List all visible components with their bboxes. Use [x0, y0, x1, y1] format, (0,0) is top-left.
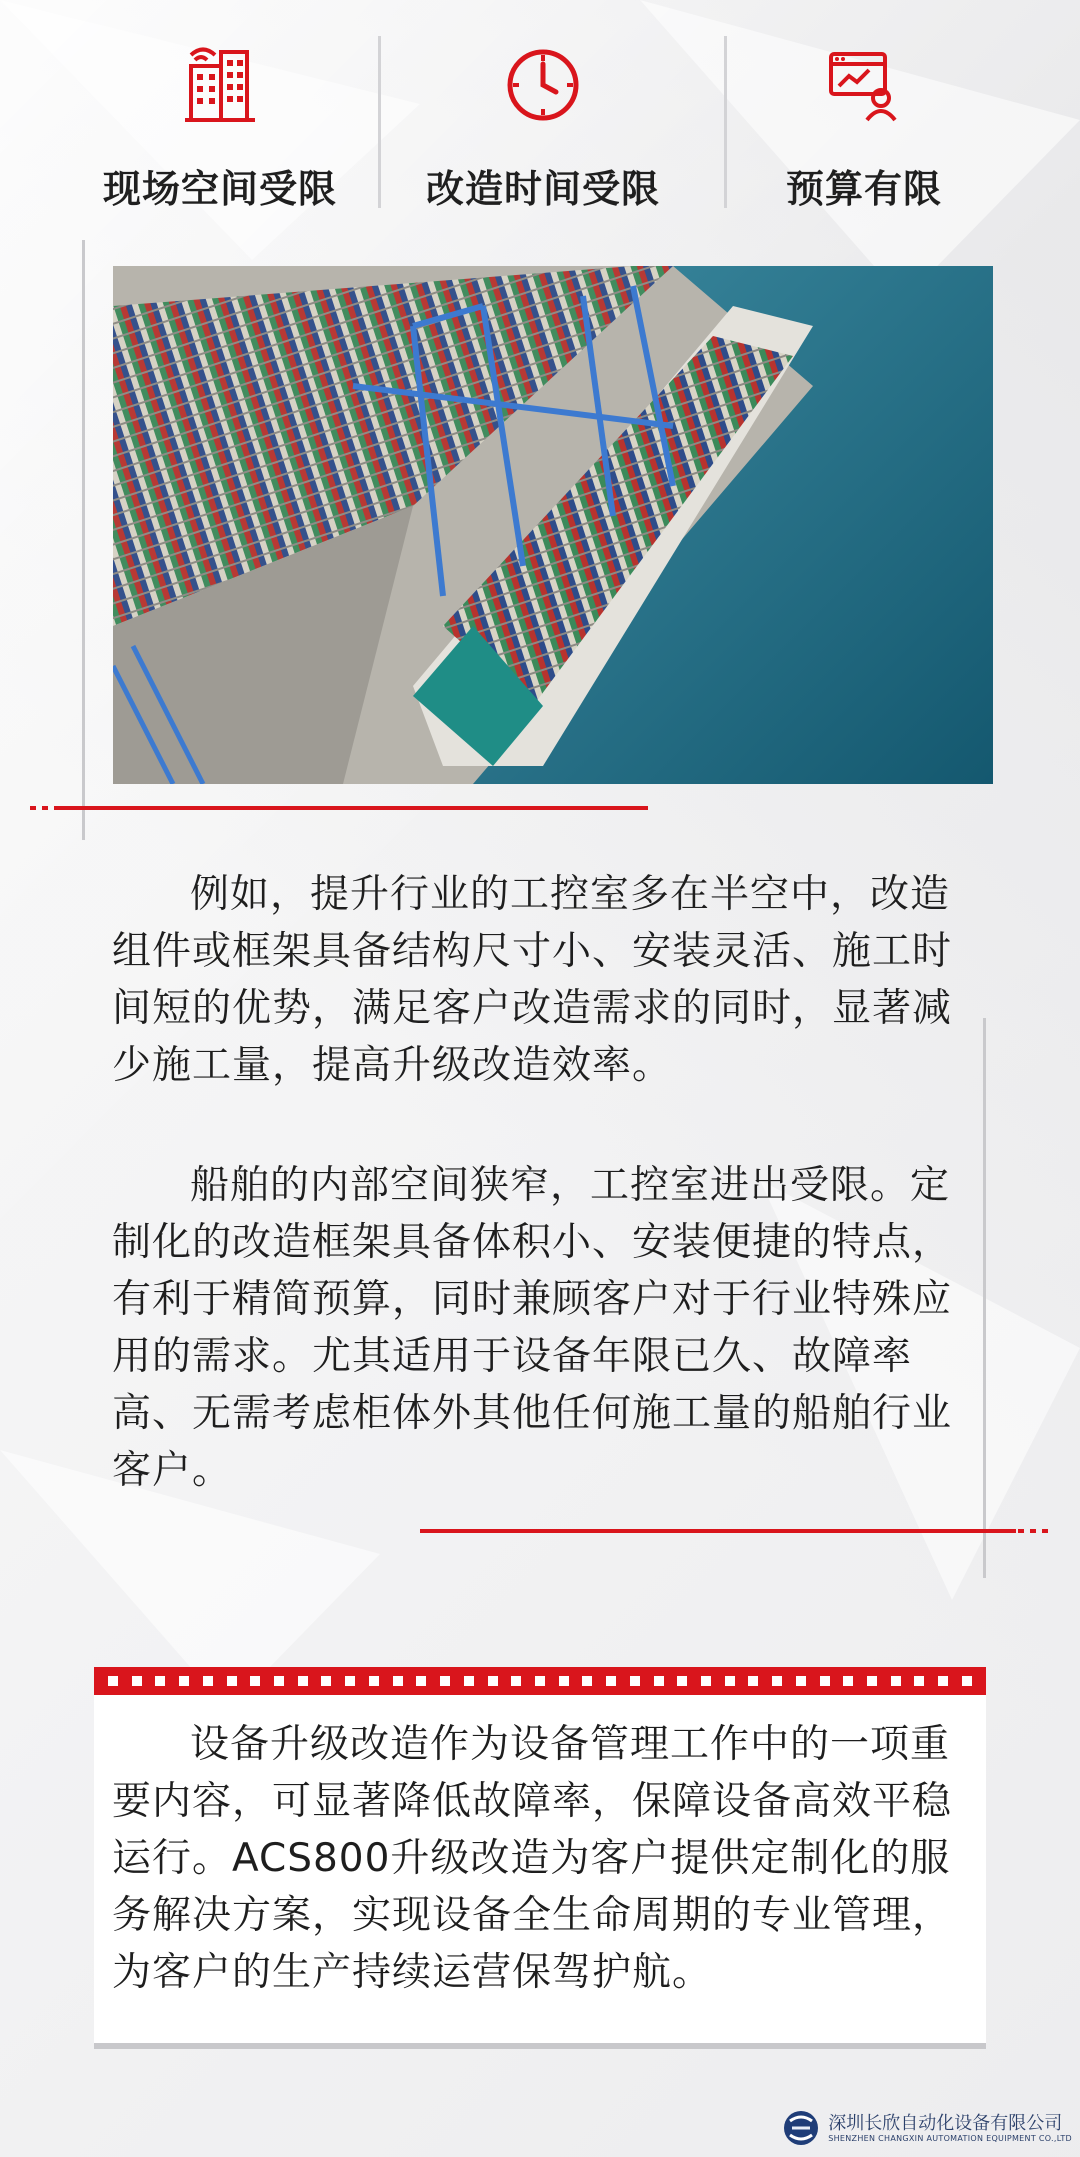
- company-name-cn: 深圳长欣自动化设备有限公司: [828, 2112, 1063, 2134]
- header-label-space: 现场空间受限: [102, 167, 337, 211]
- company-name-en: SHENZHEN CHANGXIN AUTOMATION EQUIPMENT CO.,LTD: [828, 2133, 1072, 2143]
- clock-icon: [393, 40, 693, 130]
- building-icon: [70, 40, 370, 130]
- paragraph-ship-industry: 船舶的内部空间狭窄，工控室进出受限。定制化的改造框架具备体积小、安装便捷的特点，有利于精简预算，同时兼顾客户对于行业特殊应用的需求。尤其适用于设备年限已久、故障率高、无需考虑柜体外其他任何施工量的船舶行业客户。: [112, 1163, 953, 1493]
- decor-dots: [1018, 1529, 1048, 1533]
- summary-shadow-bar: [94, 2043, 986, 2049]
- company-footer: [782, 2109, 1072, 2147]
- header-label-budget: 预算有限: [785, 167, 942, 211]
- header-label-time: 改造时间受限: [425, 167, 660, 211]
- summary-paragraph: 设备升级改造作为设备管理工作中的一项重要内容，可显著降低故障率，保障设备高效平稳运行。ACS800升级改造为客户提供定制化的服务解决方案，实现设备全生命周期的专业管理，为客户的生产持续运营保驾护航。: [112, 1722, 953, 1995]
- budget-icon: [714, 40, 1014, 130]
- decor-vertical-line: [82, 240, 85, 840]
- header-item-budget: [714, 40, 1014, 213]
- header-item-space: [70, 40, 370, 213]
- header-divider: [378, 36, 381, 208]
- company-logo-icon: [782, 2109, 820, 2147]
- summary-dashed-band: [94, 1667, 986, 1695]
- paragraph-lifting-industry: 例如，提升行业的工控室多在半空中，改造组件或框架具备结构尺寸小、安装灵活、施工时间短的优势，满足客户改造需求的同时，显著减少施工量，提高升级改造效率。: [112, 872, 953, 1088]
- decor-vertical-line: [983, 1018, 986, 1578]
- container-ship-photo: [113, 266, 993, 784]
- decor-red-line: [56, 806, 648, 810]
- decor-red-line: [420, 1529, 1016, 1533]
- header-item-time: [393, 40, 693, 213]
